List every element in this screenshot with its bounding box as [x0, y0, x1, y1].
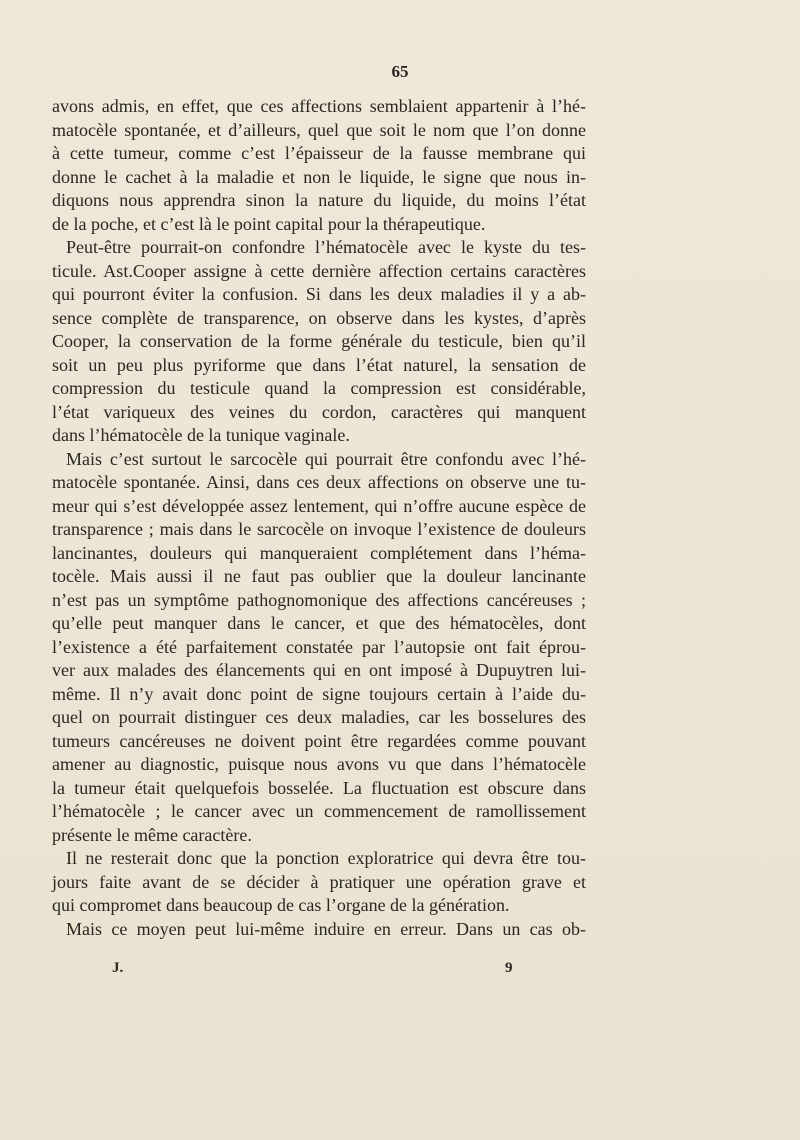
- text-line: soit un peu plus pyriforme que dans l’état naturel, la sensation de: [52, 354, 586, 375]
- text-line: meur qui s’est développée assez lentement, qui n’offre aucune espèce de: [52, 495, 586, 516]
- text-line: Mais c’est surtout le sarcocèle qui pourrait être confondu avec l’hé-: [66, 448, 586, 469]
- text-line: matocèle spontanée. Ainsi, dans ces deux affections on observe une tu-: [52, 472, 586, 492]
- page-footer: [0, 960, 800, 984]
- text-line: quel on pourrait distinguer ces deux maladies, car les bosselures des: [52, 707, 586, 727]
- text-line: diquons nous apprendra sinon la nature du liquide, du moins l’état: [52, 190, 586, 210]
- text-line: qui pourront éviter la confusion. Si dans les deux maladies il y a ab-: [52, 284, 586, 304]
- text-line: même. Il n’y avait donc point de signe toujours certain à l’aide du-: [52, 683, 586, 704]
- text-line: qu’elle peut manquer dans le cancer, et que des hématocèles, dont: [52, 613, 586, 633]
- text-line: l’état variqueux des veines du cordon, caractères qui manquent: [52, 401, 586, 422]
- text-line: compression du testicule quand la compression est considérable,: [52, 378, 586, 398]
- text-line: dans l’hématocèle de la tunique vaginale.: [52, 425, 350, 445]
- text-line: tumeurs cancéreuses ne doivent point être regardées comme pouvant: [52, 730, 586, 751]
- text-line: l’existence a été parfaitement constatée par l’autopsie ont fait éprou-: [52, 636, 586, 657]
- text-line: lancinantes, douleurs qui manqueraient complétement dans l’héma-: [52, 542, 586, 563]
- text-line: de la poche, et c’est là le point capital pour la thérapeutique.: [52, 213, 486, 234]
- text-line: l’hématocèle ; le cancer avec un commencement de ramollissement: [52, 801, 586, 821]
- text-line: ticule. Ast.Cooper assigne à cette dernière affection certains caractères: [52, 260, 586, 281]
- text-line: Peut-être pourrait-on confondre l’hématocèle avec le kyste du tes-: [66, 237, 586, 257]
- text-line: avons admis, en effet, que ces affections semblaient appartenir à l’hé-: [52, 96, 586, 116]
- text-line: à cette tumeur, comme c’est l’épaisseur de la fausse membrane qui: [52, 143, 586, 163]
- text-line: tocèle. Mais aussi il ne faut pas oublier que la douleur lancinante: [52, 566, 586, 586]
- text-line: donne le cachet à la maladie et non le liquide, le signe que nous in-: [52, 166, 586, 187]
- body-text: [52, 95, 586, 941]
- text-line: matocèle spontanée, et d’ailleurs, quel que soit le nom que l’on donne: [52, 119, 586, 140]
- text-line: Il ne resterait donc que la ponction exploratrice qui devra être tou-: [66, 848, 586, 868]
- text-line: amener au diagnostic, puisque nous avons vu que dans l’hématocèle: [52, 754, 586, 774]
- text-line: Cooper, la conservation de la forme générale du testicule, bien qu’il: [52, 331, 586, 351]
- text-line: sence complète de transparence, on observe dans les kystes, d’après: [52, 307, 586, 328]
- signature-mark-right: 9: [505, 960, 513, 976]
- text-line: présente le même caractère.: [52, 824, 252, 845]
- text-line: n’est pas un symptôme pathognomonique des affections cancéreuses ;: [52, 589, 586, 610]
- text-line: Mais ce moyen peut lui-même induire en erreur. Dans un cas ob-: [66, 918, 586, 939]
- text-line: qui compromet dans beaucoup de cas l’organe de la génération.: [52, 895, 510, 915]
- signature-mark-left: J.: [112, 960, 124, 976]
- page-number: 65: [391, 62, 409, 81]
- text-line: la tumeur était quelquefois bosselée. La fluctuation est obscure dans: [52, 777, 586, 798]
- text-line: ver aux malades des élancements qui en ont imposé à Dupuytren lui-: [52, 660, 586, 680]
- text-line: jours faite avant de se décider à pratiquer une opération grave et: [52, 871, 586, 892]
- text-line: transparence ; mais dans le sarcocèle on invoque l’existence de douleurs: [52, 519, 586, 539]
